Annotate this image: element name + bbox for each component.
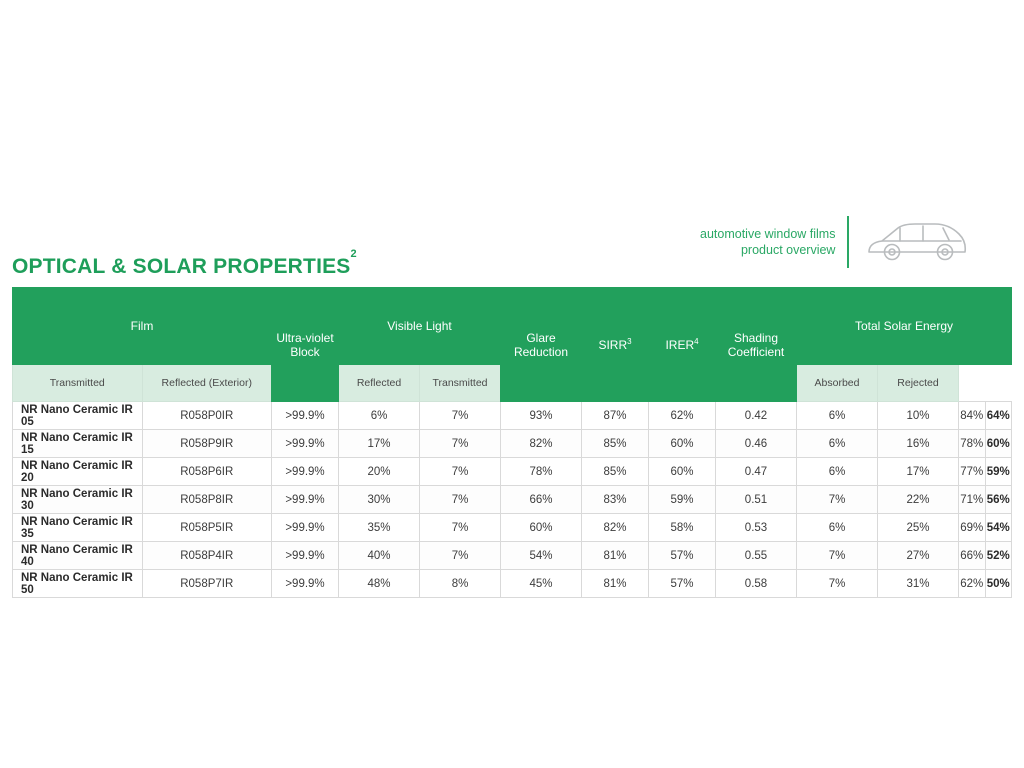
cell-irer: 58% [649, 514, 716, 542]
cell-vl-reflected: 7% [420, 486, 501, 514]
cell-sirr: 81% [582, 570, 649, 598]
cell-shading-coefficient: 0.51 [716, 486, 797, 514]
cell-vl-reflected: 7% [420, 542, 501, 570]
brand-block [700, 214, 969, 270]
cell-film: NR Nano Ceramic IR 05 [13, 402, 143, 430]
cell-shading-coefficient: 0.55 [716, 542, 797, 570]
cell-glare-reduction: 45% [501, 570, 582, 598]
cell-vl-reflected: 7% [420, 458, 501, 486]
page-title-text: OPTICAL & SOLAR PROPERTIES [12, 255, 351, 278]
cell-vl-reflected: 7% [420, 514, 501, 542]
cell-irer: 60% [649, 430, 716, 458]
cell-sirr: 87% [582, 402, 649, 430]
cell-tse-reflected: 6% [797, 430, 878, 458]
cell-irer: 57% [649, 542, 716, 570]
header-glare-reduction: Glare Reduction [501, 288, 582, 402]
cell-tse-rejected: 54% [985, 514, 1012, 542]
cell-code: R058P6IR [142, 458, 272, 486]
cell-tse-absorbed: 84% [959, 402, 986, 430]
cell-code: R058P9IR [142, 430, 272, 458]
cell-glare-reduction: 78% [501, 458, 582, 486]
cell-film: NR Nano Ceramic IR 50 [13, 570, 143, 598]
cell-uv-block: >99.9% [272, 570, 339, 598]
cell-tse-transmitted: 25% [878, 514, 959, 542]
cell-code: R058P4IR [142, 542, 272, 570]
cell-film: NR Nano Ceramic IR 20 [13, 458, 143, 486]
cell-tse-absorbed: 78% [959, 430, 986, 458]
cell-tse-reflected: 7% [797, 570, 878, 598]
header-visible-light: Visible Light [339, 288, 501, 365]
cell-vl-reflected: 7% [420, 430, 501, 458]
cell-glare-reduction: 82% [501, 430, 582, 458]
header-shading-coefficient: Shading Coefficient [716, 288, 797, 402]
brand-line-1: automotive window films [700, 227, 836, 241]
cell-film: NR Nano Ceramic IR 15 [13, 430, 143, 458]
subheader-tse-transmitted: Transmitted [420, 365, 501, 402]
header-total-solar-energy: Total Solar Energy [797, 288, 1012, 365]
car-icon [865, 219, 969, 265]
cell-vl-transmitted: 30% [339, 486, 420, 514]
table-row [13, 514, 1012, 542]
cell-tse-reflected: 6% [797, 514, 878, 542]
cell-vl-transmitted: 17% [339, 430, 420, 458]
cell-uv-block: >99.9% [272, 486, 339, 514]
table-row [13, 542, 1012, 570]
cell-tse-transmitted: 22% [878, 486, 959, 514]
subheader-vl-transmitted: Transmitted [13, 365, 143, 402]
cell-vl-transmitted: 6% [339, 402, 420, 430]
cell-film: NR Nano Ceramic IR 30 [13, 486, 143, 514]
cell-tse-absorbed: 69% [959, 514, 986, 542]
cell-tse-rejected: 56% [985, 486, 1012, 514]
cell-shading-coefficient: 0.58 [716, 570, 797, 598]
table-header-row-primary [13, 288, 1012, 365]
cell-tse-reflected: 7% [797, 542, 878, 570]
cell-tse-transmitted: 16% [878, 430, 959, 458]
cell-tse-rejected: 59% [985, 458, 1012, 486]
table-row [13, 458, 1012, 486]
subheader-vl-reflected: Reflected (Exterior) [142, 365, 272, 402]
cell-tse-absorbed: 77% [959, 458, 986, 486]
cell-tse-transmitted: 17% [878, 458, 959, 486]
cell-tse-rejected: 50% [985, 570, 1012, 598]
table-head [13, 288, 1012, 402]
subheader-tse-reflected: Reflected [339, 365, 420, 402]
cell-vl-reflected: 8% [420, 570, 501, 598]
header-sirr-label: SIRR [598, 338, 628, 352]
cell-sirr: 85% [582, 458, 649, 486]
cell-tse-reflected: 7% [797, 486, 878, 514]
table-row [13, 430, 1012, 458]
cell-shading-coefficient: 0.53 [716, 514, 797, 542]
page-title-superscript: 2 [350, 248, 357, 261]
cell-vl-transmitted: 48% [339, 570, 420, 598]
cell-code: R058P8IR [142, 486, 272, 514]
cell-tse-absorbed: 71% [959, 486, 986, 514]
cell-vl-reflected: 7% [420, 402, 501, 430]
optical-solar-properties-table [12, 287, 1012, 598]
header-film: Film [13, 288, 272, 365]
table-row [13, 486, 1012, 514]
cell-uv-block: >99.9% [272, 542, 339, 570]
subheader-tse-absorbed: Absorbed [797, 365, 878, 402]
cell-tse-absorbed: 66% [959, 542, 986, 570]
table-row [13, 402, 1012, 430]
table-row [13, 570, 1012, 598]
cell-glare-reduction: 93% [501, 402, 582, 430]
header-irer-label: IRER [665, 338, 695, 352]
cell-sirr: 83% [582, 486, 649, 514]
cell-irer: 57% [649, 570, 716, 598]
cell-glare-reduction: 66% [501, 486, 582, 514]
cell-tse-reflected: 6% [797, 458, 878, 486]
cell-film: NR Nano Ceramic IR 40 [13, 542, 143, 570]
cell-uv-block: >99.9% [272, 430, 339, 458]
cell-sirr: 85% [582, 430, 649, 458]
cell-uv-block: >99.9% [272, 402, 339, 430]
cell-shading-coefficient: 0.42 [716, 402, 797, 430]
header-sirr-superscript: 3 [627, 337, 632, 346]
table-body [13, 402, 1012, 598]
cell-sirr: 81% [582, 542, 649, 570]
cell-shading-coefficient: 0.47 [716, 458, 797, 486]
header-irer-superscript: 4 [694, 337, 699, 346]
cell-tse-reflected: 6% [797, 402, 878, 430]
cell-vl-transmitted: 20% [339, 458, 420, 486]
brand-text [700, 226, 847, 258]
cell-code: R058P0IR [142, 402, 272, 430]
cell-uv-block: >99.9% [272, 514, 339, 542]
brand-line-2: product overview [740, 243, 836, 257]
cell-shading-coefficient: 0.46 [716, 430, 797, 458]
cell-irer: 62% [649, 402, 716, 430]
cell-tse-absorbed: 62% [959, 570, 986, 598]
subheader-tse-rejected: Rejected [878, 365, 959, 402]
page-title [12, 248, 357, 279]
cell-code: R058P7IR [142, 570, 272, 598]
cell-tse-rejected: 60% [985, 430, 1012, 458]
cell-irer: 60% [649, 458, 716, 486]
cell-tse-transmitted: 31% [878, 570, 959, 598]
cell-vl-transmitted: 40% [339, 542, 420, 570]
cell-tse-transmitted: 10% [878, 402, 959, 430]
cell-glare-reduction: 54% [501, 542, 582, 570]
cell-irer: 59% [649, 486, 716, 514]
cell-vl-transmitted: 35% [339, 514, 420, 542]
cell-tse-rejected: 52% [985, 542, 1012, 570]
cell-tse-transmitted: 27% [878, 542, 959, 570]
cell-code: R058P5IR [142, 514, 272, 542]
cell-glare-reduction: 60% [501, 514, 582, 542]
cell-film: NR Nano Ceramic IR 35 [13, 514, 143, 542]
header-sirr [582, 288, 649, 402]
cell-sirr: 82% [582, 514, 649, 542]
header-irer [649, 288, 716, 402]
brand-divider [847, 216, 849, 268]
cell-uv-block: >99.9% [272, 458, 339, 486]
header-uv-block: Ultra-violet Block [272, 288, 339, 402]
cell-tse-rejected: 64% [985, 402, 1012, 430]
